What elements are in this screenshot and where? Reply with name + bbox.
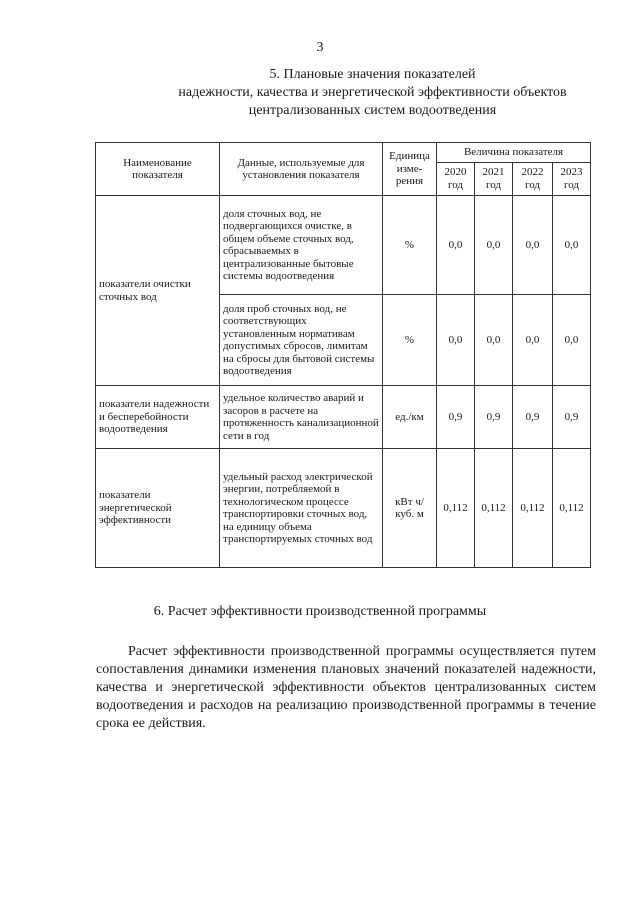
header-year-2020: 2020 год (437, 162, 475, 195)
indicator-value-2022: 0,0 (513, 295, 553, 386)
indicator-description: удельное количество аварий и засоров в расчете на протяженность канализационной сети в год (220, 386, 383, 449)
header-year-2021: 2021 год (475, 162, 513, 195)
indicator-description: доля проб сточных вод, не соответствующих установленным нормативам допустимых сбросов, лимитам на сбросы для бытовой системы водоотведения (220, 295, 383, 386)
indicator-value-2021: 0,9 (475, 386, 513, 449)
table-header-row (96, 143, 591, 163)
indicator-unit: % (383, 295, 437, 386)
indicator-value-2023: 0,9 (553, 386, 591, 449)
header-year-2022: 2022 год (513, 162, 553, 195)
section-5-heading-line-1: 5. Плановые значения показателей (269, 67, 476, 82)
indicator-value-2021: 0,0 (475, 295, 513, 386)
table-row (96, 386, 591, 449)
header-name: Наименование показателя (96, 143, 220, 196)
indicator-unit: ед./км (383, 386, 437, 449)
indicator-unit: % (383, 196, 437, 295)
indicator-value-2021: 0,112 (475, 449, 513, 568)
section-5-heading-line-3: централизованных систем водоотведения (248, 103, 497, 118)
indicators-table (95, 142, 591, 568)
indicator-value-2023: 0,0 (553, 295, 591, 386)
section-6-paragraph: Расчет эффективности производственной программы осуществляется путем сопоставления динамики изменения плановых значений показателей надежности, качества и энергетической эффективности объектов централизованных систем водоотведения и расходов на реализацию производственной программы в течение срока ее действия. (96, 644, 596, 731)
indicator-group-name: показатели энергетической эффективности (96, 449, 220, 568)
header-year-2023: 2023 год (553, 162, 591, 195)
indicator-unit: кВт ч/ куб. м (383, 449, 437, 568)
indicator-group-name: показатели надежности и бесперебойности водоотведения (96, 386, 220, 449)
indicator-value-2020: 0,0 (437, 295, 475, 386)
section-5-heading (150, 66, 595, 120)
table-row (96, 449, 591, 568)
indicator-description: удельный расход электрической энергии, потребляемой в технологическом процессе транспортировки сточных вод, на единицу объема транспортируемых сточных вод (220, 449, 383, 568)
indicator-value-2020: 0,112 (437, 449, 475, 568)
indicator-value-2023: 0,112 (553, 449, 591, 568)
indicator-value-2020: 0,9 (437, 386, 475, 449)
indicator-value-2022: 0,9 (513, 386, 553, 449)
indicator-value-2021: 0,0 (475, 196, 513, 295)
indicator-description: доля сточных вод, не подвергающихся очистке, в общем объеме сточных вод, сбрасываемых в централизованные бытовые системы водоотведения (220, 196, 383, 295)
header-data: Данные, используемые для установления показателя (220, 143, 383, 196)
header-unit: Единица изме-рения (383, 143, 437, 196)
header-value-group: Величина показателя (437, 143, 591, 163)
section-5-heading-line-2: надежности, качества и энергетической эффективности объектов (178, 85, 567, 100)
section-6-heading: 6. Расчет эффективности производственной программы (153, 604, 487, 619)
indicator-value-2022: 0,112 (513, 449, 553, 568)
table-row (96, 196, 591, 295)
indicator-group-name: показатели очистки сточных вод (96, 196, 220, 386)
page-number: 3 (316, 40, 324, 55)
indicator-value-2023: 0,0 (553, 196, 591, 295)
indicator-value-2020: 0,0 (437, 196, 475, 295)
indicator-value-2022: 0,0 (513, 196, 553, 295)
